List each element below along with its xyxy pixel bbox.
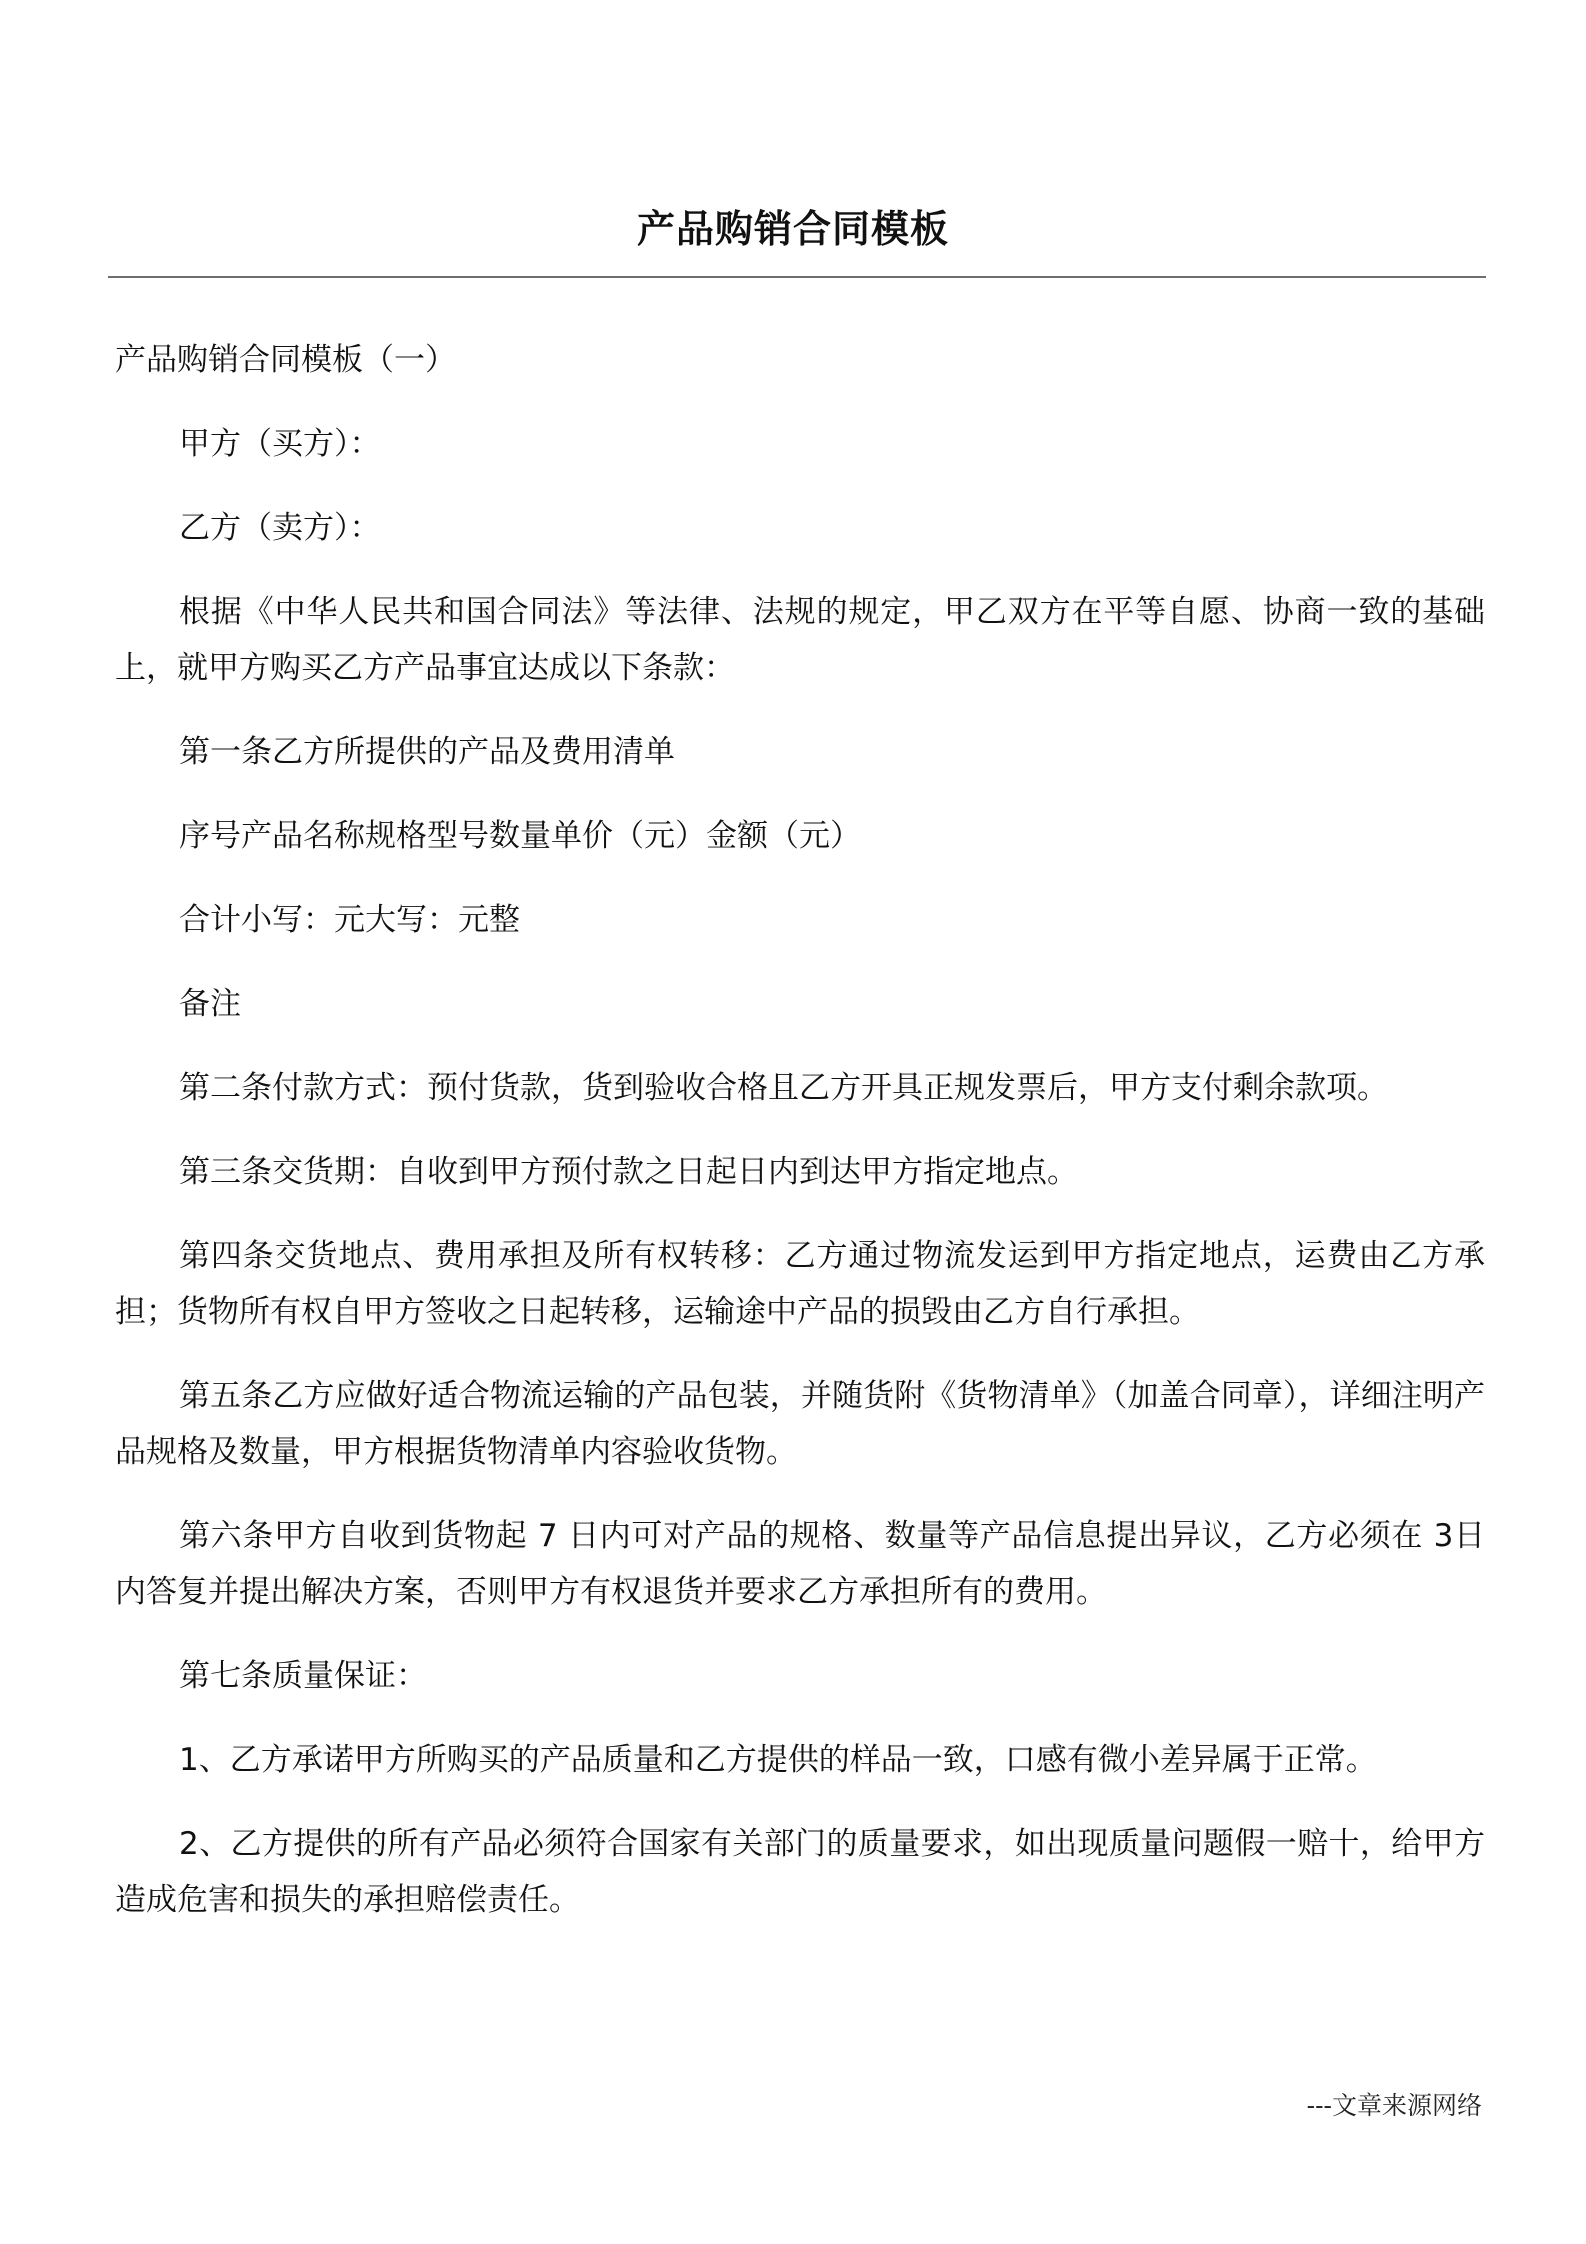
party-b-line: 乙方（卖方）： (179, 510, 381, 546)
article-7-heading: 第七条质量保证： (179, 1658, 427, 1694)
article-4-paragraph: 第四条交货地点、费用承担及所有权转移：乙方通过物流发运到甲方指定地点，运费由乙方承担；货物所有权自甲方签收之日起转移，运输途中产品的损毁由乙方自行承担。 (115, 1238, 1485, 1330)
preamble-paragraph: 根据《中华人民共和国合同法》等法律、法规的规定，甲乙双方在平等自愿、协商一致的基础上，就甲方购买乙方产品事宜达成以下条款： (115, 594, 1485, 686)
article-7-item-1: 1、乙方承诺甲方所购买的产品质量和乙方提供的样品一致，口感有微小差异属于正常。 (179, 1742, 1377, 1778)
product-list-header: 序号产品名称规格型号数量单价（元）金额（元） (179, 818, 861, 854)
total-line: 合计小写：元大写：元整 (179, 902, 520, 938)
title-divider (108, 276, 1486, 278)
document-body (115, 332, 1485, 1956)
article-5-paragraph: 第五条乙方应做好适合物流运输的产品包装，并随货附《货物清单》（加盖合同章），详细注明产品规格及数量，甲方根据货物清单内容验收货物。 (115, 1378, 1485, 1470)
party-a-line: 甲方（买方）： (179, 426, 381, 462)
article-6-paragraph: 第六条甲方自收到货物起 7 日内可对产品的规格、数量等产品信息提出异议，乙方必须在 3日内答复并提出解决方案，否则甲方有权退货并要求乙方承担所有的费用。 (115, 1518, 1485, 1610)
article-1-heading: 第一条乙方所提供的产品及费用清单 (179, 734, 675, 770)
article-7-item-2: 2、乙方提供的所有产品必须符合国家有关部门的质量要求，如出现质量问题假一赔十，给甲方造成危害和损失的承担赔偿责任。 (115, 1826, 1485, 1918)
document-title: 产品购销合同模板 (636, 207, 949, 251)
article-2-paragraph: 第二条付款方式：预付货款，货到验收合格且乙方开具正规发票后，甲方支付剩余款项。 (179, 1070, 1388, 1106)
source-note: ---文章来源网络 (1306, 2091, 1482, 2120)
remarks-line: 备注 (179, 986, 241, 1022)
contract-heading: 产品购销合同模板（一） (115, 342, 456, 378)
article-3-paragraph: 第三条交货期：自收到甲方预付款之日起日内到达甲方指定地点。 (179, 1154, 1078, 1190)
